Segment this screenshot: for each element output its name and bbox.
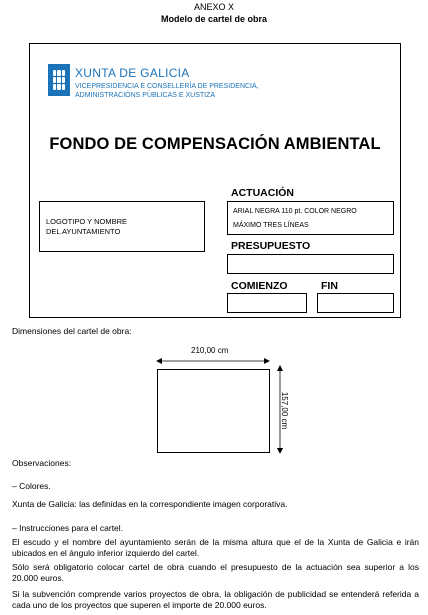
logo-placeholder-text: [46, 217, 127, 237]
brand-subtitle-line2: ADMINISTRACIÓNS PÚBLICAS E XUSTIZA: [75, 92, 216, 99]
actuacion-box: [227, 201, 394, 235]
actuacion-line1: ARIAL NEGRA 110 pt. COLOR NEGRO: [233, 208, 357, 215]
presupuesto-box: [227, 254, 394, 274]
sign-model: [29, 43, 401, 318]
actuacion-label: ACTUACIÓN: [231, 187, 294, 199]
dimensions-caption: Dimensiones del cartel de obra:: [12, 326, 132, 336]
instruction-paragraph-3: Si la subvención comprende varios proyectos de obra, la obligación de publicidad se entenderá referida a cada uno de los proyectos que superen el importe de 20.000 euros.: [12, 589, 419, 610]
instruction-paragraph-2: Sólo será obligatorio colocar cartel de obra cuando el presupuesto de la actuación sea superior a los 20.000 euros.: [12, 562, 419, 583]
width-dimension-label: 210,00 cm: [191, 346, 229, 355]
logo-placeholder-box: [39, 201, 205, 252]
brand-name: XUNTA DE GALICIA: [75, 66, 190, 80]
fin-label: FIN: [321, 280, 338, 292]
xunta-shield-icon: [48, 64, 70, 96]
brand-subtitle-line1: VICEPRESIDENCIA E CONSELLERÍA DE PRESIDENCIA,: [75, 83, 259, 90]
fin-box: [317, 293, 394, 313]
actuacion-text: [233, 206, 357, 231]
logo-placeholder-line1: LOGOTIPO Y NOMBRE: [46, 217, 127, 226]
colors-heading: – Colores.: [12, 481, 51, 491]
colors-text: Xunta de Galicia: las definidas en la correspondiente imagen corporativa.: [12, 499, 288, 509]
observations-heading: Observaciones:: [12, 458, 72, 468]
logo-placeholder-line2: DEL AYUNTAMIENTO: [46, 227, 121, 236]
sign-main-title: FONDO DE COMPENSACIÓN AMBIENTAL: [49, 135, 381, 153]
document-title: Modelo de cartel de obra: [160, 14, 268, 24]
actuacion-line2: MÁXIMO TRES LÍNEAS: [233, 222, 309, 229]
sign-proportion-diagram: [157, 369, 270, 453]
comienzo-box: [227, 293, 307, 313]
comienzo-label: COMIENZO: [231, 280, 288, 292]
height-dimension-label: 157,00 cm: [280, 391, 290, 430]
annex-label: ANEXO X: [193, 2, 234, 12]
instructions-heading: – Instrucciones para el cartel.: [12, 523, 124, 533]
instruction-paragraph-1: El escudo y el nombre del ayuntamiento serán de la misma altura que el de la Xunta de Galicia e irán ubicados en el ángulo inferior izquierdo del cartel.: [12, 537, 419, 558]
presupuesto-label: PRESUPUESTO: [231, 240, 311, 252]
brand-subtitle: [75, 82, 259, 100]
